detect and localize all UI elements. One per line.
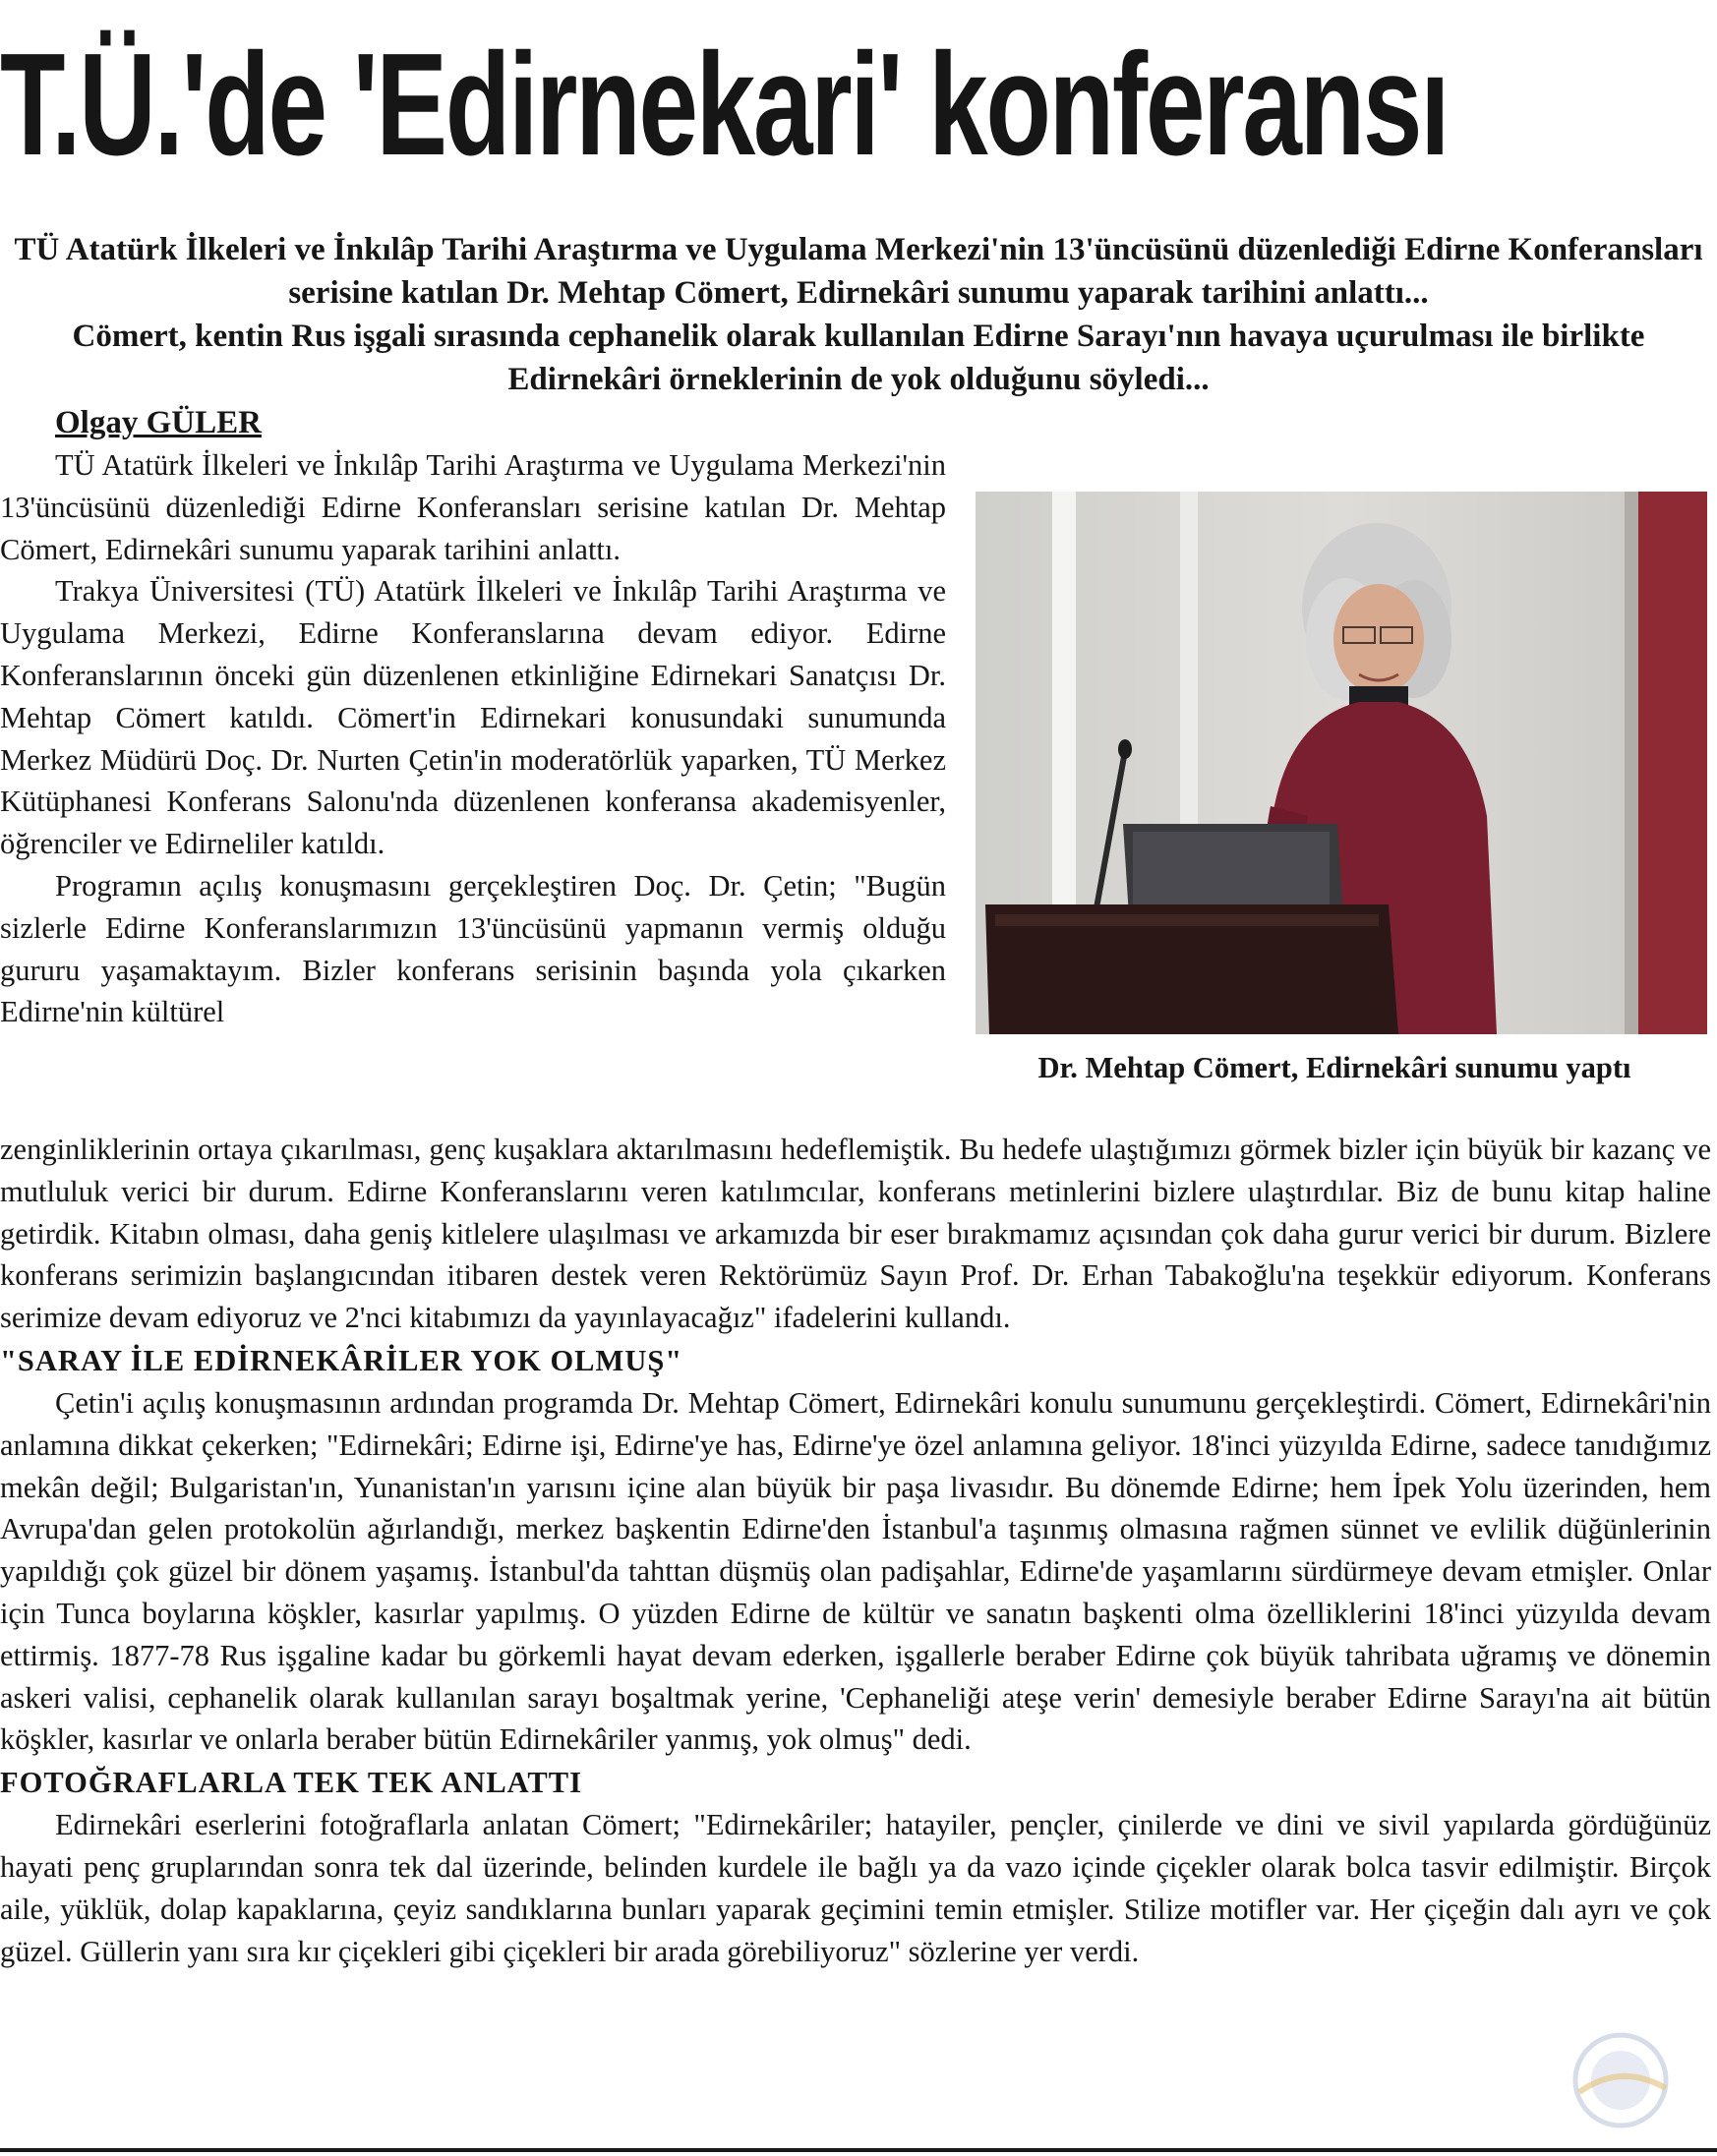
body-paragraph: Çetin'i açılış konuşmasının ardından programda Dr. Mehtap Cömert, Edirnekâri konulu sunumunu gerçekleştirdi. Cömert, Edirnekâri'nin anlamına dikkat çekerken; "Edirnekâri; Edirne işi, Edirne'ye has, Edirne'ye özel anlamına geliyor. 18'inci yüzyılda Edirne, sadece tanıdığımız mekân değil; Bulgaristan'ın, Yunanistan'ın yarısını içine alan büyük bir paşa livasıdır. Bu dönemde Edirne; hem İpek Yolu üzerinden, hem Avrupa'dan gelen protokolün ağırlandığı, merkez başkentin Edirne'den İstanbul'a taşınmış olmasına rağmen sünnet ve evlilik düğünlerinin yapıldığı çok güzel bir dönem yaşamış. İstanbul'da tahttan düşmüş olan padişahlar, Edirne'de yaşamlarını sürdürmeye devam etmişler. Onlar için Tunca boylarına köşkler, kasırlar yapılmış. O yüzden Edirne de kültür ve sanatın başkenti olma özelliklerini 18'inci yüzyılda devam ettirmiş. 1877-78 Rus işgaline kadar bu görkemli hayat devam ederken, işgallerle beraber Edirne çok büyük tahribata uğramış ve dönemin askeri valisi, cephanelik olarak kullanılan sarayı boşaltmak yerine, 'Cephaneliği ateşe verin' demesiyle beraber Edirne Sarayı'na ait bütün köşkler, kasırlar ve onlarla beraber bütün Edirnekâriler yanmış, yok olmuş" dedi. bbox=[0, 1385, 1711, 1757]
full-width-column bbox=[0, 1129, 1711, 1972]
speaker-photo bbox=[976, 492, 1707, 1034]
speaker-photo-drawing bbox=[976, 492, 1707, 1034]
bottom-rule bbox=[0, 2148, 1717, 2152]
body-paragraph: Edirnekâri eserlerini fotoğraflarla anlatan Cömert; "Edirnekâriler; hatayiler, pençler, çinilerde ve dini ve sivil yapılarda gördüğünüz hayati penç gruplarından sonra tek dal üzerinde, belinden kurdele ile bağlı ya da vazo içinde çiçekler olarak bolca tasvir edilmiştir. Birçok aile, yüklük, dolap kapaklarına, çeyiz sandıklarına bunları yaparak geçimini temin etmişler. Stilize motifler var. Her çiçeğin dalı ayrı ve çok güzel. Güllerin yanı sıra kır çiçekleri gibi çiçekleri bir arada görebiliyoruz" sözlerine yer verdi. bbox=[0, 1808, 1711, 1968]
body-paragraph: zenginliklerinin ortaya çıkarılması, genç kuşaklara aktarılmasını hedeflemiştik. Bu hedefe ulaştığımızı görmek bizler için büyük bir kazanç ve mutluluk verici bir durum. Edirne Konferanslarını veren katılımcılar, konferans metinlerini bizlere ulaştırdılar. Biz de bunu kitap haline getirdik. Kitabın olması, daha geniş kitlelere ulaşılması ve arkamızda bir eser bırakmamız açısından çok daha gurur verici bir durum. Bizlere konferans serimizin başlangıcından itibaren destek veren Rektörümüz Sayın Prof. Dr. Erhan Tabakoğlu'na teşekkür ediyorum. Konferans serimize devam ediyoruz ve 2'nci kitabımızı da yayınlayacağız" ifadelerini kullandı. bbox=[0, 1133, 1711, 1335]
lede-paragraph: Cömert, kentin Rus işgali sırasında cephanelik olarak kullanılan Edirne Sarayı'nın havaya uçurulması ile birlikte Edirnekâri örneklerinin de yok olduğunu söyledi... bbox=[72, 319, 1645, 397]
subheading: FOTOĞRAFLARLA TEK TEK ANLATTI bbox=[0, 1766, 582, 1800]
lede bbox=[8, 228, 1709, 401]
headline: T.Ü.'de 'Edirnekari' konferansı bbox=[0, 24, 1449, 186]
lede-paragraph: TÜ Atatürk İlkeleri ve İnkılâp Tarihi Araştırma ve Uygulama Merkezi'nin 13'üncüsünü düzenlediği Edirne Konferansları serisine katılan Dr. Mehtap Cömert, Edirnekâri sunumu yaparak tarihini anlattı... bbox=[14, 232, 1703, 311]
body-paragraph: Trakya Üniversitesi (TÜ) Atatürk İlkeleri ve İnkılâp Tarihi Araştırma ve Uygulama Merkezi, Edirne Konferanslarına devam ediyor. Edirne Konferanslarının önceki gün düzenlenen etkinliğine Edirnekari Sanatçısı Dr. Mehtap Cömert katıldı. Cömert'in Edirnekari konusundaki sunumunda Merkez Müdürü Doç. Dr. Nurten Çetin'in moderatörlük yaparken, TÜ Merkez Kütüphanesi Konferans Salonu'nda düzenlenen konferansa akademisyenler, öğrenciler ve Edirneliler katıldı. bbox=[0, 574, 946, 861]
body-paragraph: Programın açılış konuşmasını gerçekleştiren Doç. Dr. Çetin; "Bugün sizlerle Edirne Konferanslarımızın 13'üncüsünü yapmanın vermiş olduğu gururu yaşamaktayım. Bizler konferans serisinin başında yola çıkarken Edirne'nin kültürel bbox=[0, 868, 946, 1029]
body-paragraph: TÜ Atatürk İlkeleri ve İnkılâp Tarihi Araştırma ve Uygulama Merkezi'nin 13'üncüsünü düzenlediği Edirne Konferansları serisine katılan Dr. Mehtap Cömert, Edirnekâri sunumu yaparak tarihini anlattı. bbox=[0, 448, 946, 566]
byline: Olgay GÜLER bbox=[55, 405, 262, 440]
left-column bbox=[0, 444, 946, 1033]
photo-caption: Dr. Mehtap Cömert, Edirnekâri sunumu yaptı bbox=[1037, 1051, 1631, 1084]
subheading: "SARAY İLE EDİRNEKÂRİLER YOK OLMUŞ" bbox=[0, 1343, 683, 1377]
watermark-logo-icon bbox=[1560, 2023, 1682, 2133]
